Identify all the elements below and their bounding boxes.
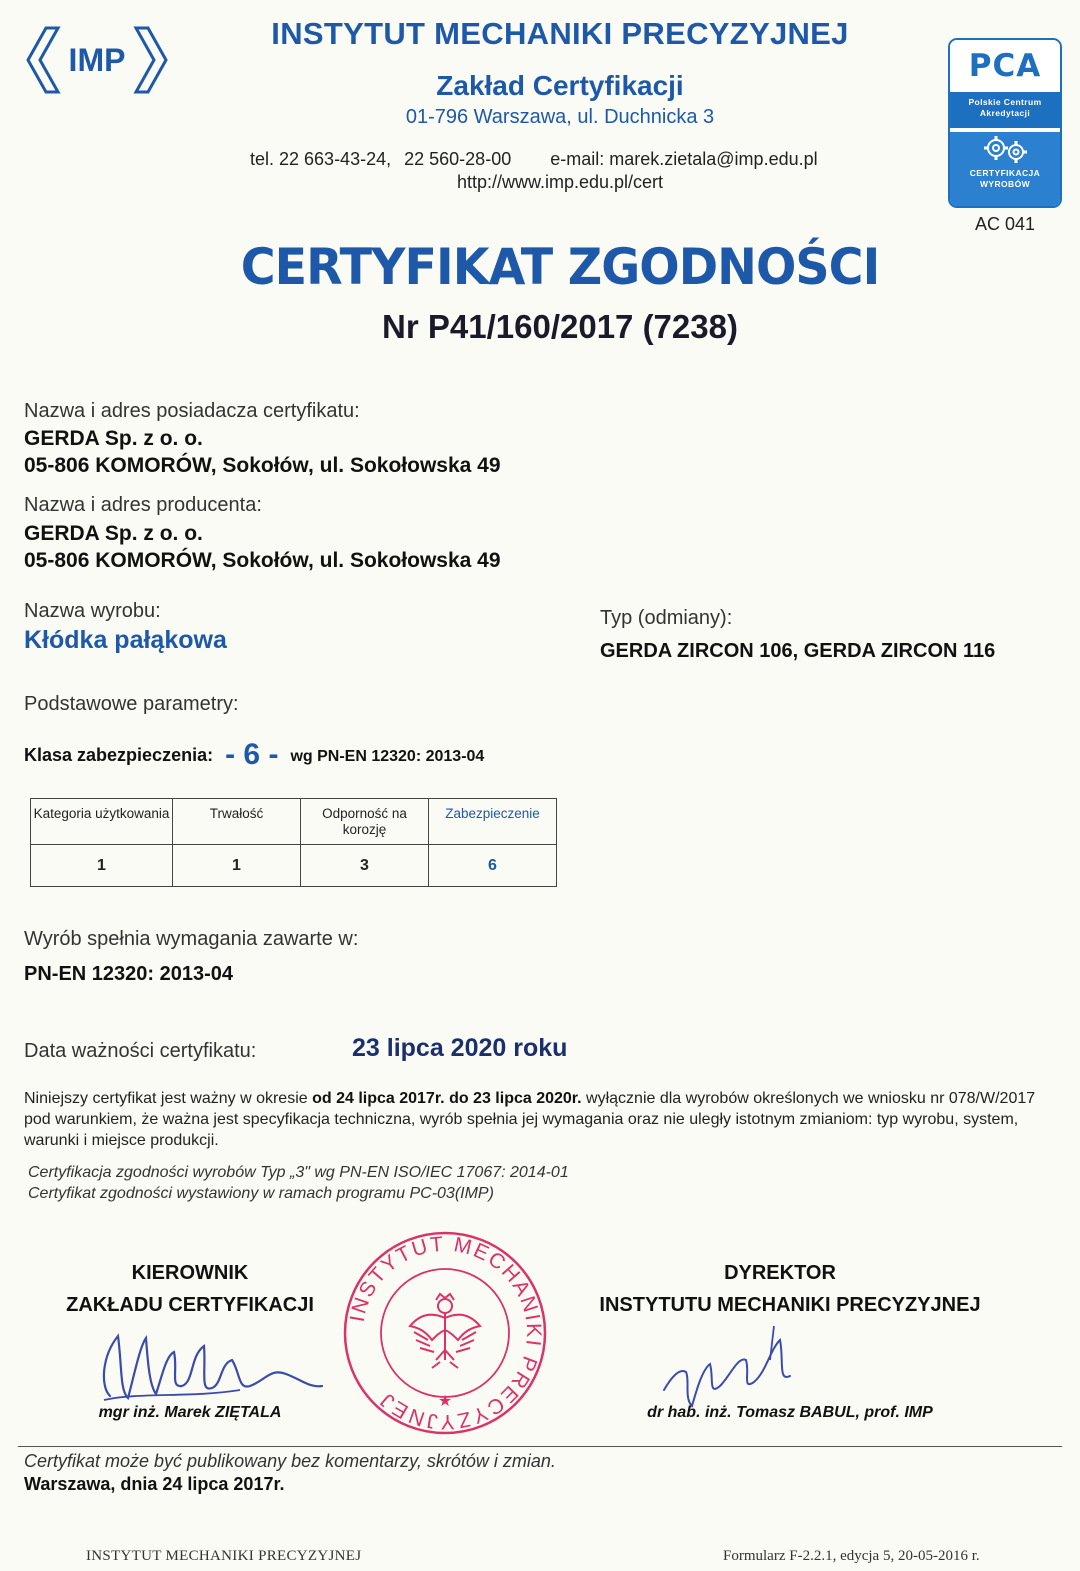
contact-line	[250, 149, 826, 170]
eagle-emblem-icon	[410, 1294, 480, 1368]
left-signatory-department: ZAKŁADU CERTYFIKACJI	[66, 1294, 314, 1316]
table-header-cell: Kategoria użytkowania	[31, 799, 173, 845]
svg-text:★: ★	[437, 1393, 453, 1410]
left-signatory-name: mgr inż. Marek ZIĘTALA	[98, 1404, 282, 1421]
divider	[18, 1446, 1062, 1447]
producer-name: GERDA Sp. z o. o.	[24, 522, 203, 545]
pca-line2: Akredytacji	[979, 108, 1031, 118]
footer-institute: INSTYTUT MECHANIKI PRECYZYJNEJ	[86, 1548, 362, 1564]
imp-logo	[22, 20, 172, 100]
phone-2: 22 560-28-00	[404, 149, 512, 169]
issue-place-date: Warszawa, dnia 24 lipca 2017r.	[24, 1474, 285, 1494]
parameters-label: Podstawowe parametry:	[24, 693, 239, 715]
pca-brand-area	[950, 40, 1060, 92]
table-row	[31, 845, 557, 887]
department-name: Zakład Certyfikacji	[436, 70, 684, 101]
holder-label: Nazwa i adres posiadacza certyfikatu:	[24, 400, 360, 422]
right-handwritten-signature	[650, 1320, 820, 1415]
table-cell: 6	[429, 845, 557, 887]
pca-org-name	[950, 92, 1060, 128]
pca-line4: WYROBÓW	[979, 179, 1030, 189]
table-cell: 1	[173, 845, 301, 887]
class-value: - 6 -	[225, 738, 279, 771]
certification-type-note: Certyfikacja zgodności wyrobów Typ „3" wg PN-EN ISO/IEC 17067: 2014-01	[28, 1164, 569, 1181]
institute-seal-stamp	[340, 1228, 550, 1438]
pca-brand: PCA	[968, 48, 1042, 84]
pca-line1: Polskie Centrum	[968, 97, 1042, 107]
validity-period: od 24 lipca 2017r. do 23 lipca 2020r.	[312, 1090, 582, 1107]
producer-label: Nazwa i adres producenta:	[24, 494, 262, 516]
validity-text-start: Niniejszy certyfikat jest ważny w okresie	[24, 1090, 313, 1107]
website-link[interactable]: http://www.imp.edu.pl/cert	[456, 172, 664, 192]
table-cell: 1	[31, 845, 173, 887]
footer-form-id: Formularz F-2.2.1, edycja 5, 20-05-2016 r.	[723, 1548, 980, 1564]
validity-text	[24, 1088, 1060, 1151]
certificate-title: CERTYFIKAT ZGODNOŚCI	[240, 238, 880, 296]
left-signatory-title: KIEROWNIK	[131, 1262, 249, 1284]
gears-icon	[978, 132, 1032, 166]
pca-scope	[950, 132, 1060, 208]
publish-note: Certyfikat może być publikowany bez komentarzy, skrótów i zmian.	[24, 1451, 556, 1471]
table-cell: 3	[301, 845, 429, 887]
requirements-standard: PN-EN 12320: 2013-04	[24, 963, 234, 985]
type-label: Typ (odmiany):	[600, 607, 733, 629]
right-signatory-title: DYREKTOR	[724, 1262, 836, 1284]
holder-name: GERDA Sp. z o. o.	[24, 427, 203, 450]
class-standard: wg PN-EN 12320: 2013-04	[290, 748, 485, 765]
producer-address: 05-806 KOMORÓW, Sokołów, ul. Sokołowska 49	[24, 549, 501, 572]
certificate-number: Nr P41/160/2017 (7238)	[382, 308, 738, 345]
accreditation-code: AC 041	[974, 214, 1036, 234]
validity-date: 23 lipca 2020 roku	[352, 1034, 568, 1062]
pca-line3: CERTYFIKACJA	[969, 168, 1041, 178]
program-note: Certyfikat zgodności wystawiony w ramach programu PC-03(IMP)	[28, 1185, 494, 1202]
holder-address: 05-806 KOMORÓW, Sokołów, ul. Sokołowska 49	[24, 454, 501, 477]
imp-logo-text: IMP	[68, 42, 126, 78]
class-label: Klasa zabezpieczenia:	[24, 745, 214, 765]
right-signatory-name: dr hab. inż. Tomasz BABUL, prof. IMP	[647, 1404, 933, 1421]
product-name: Kłódka pałąkowa	[24, 626, 227, 654]
validity-text-rest: wyłącznie dla wyrobów określonych we wniosku nr 078/W/2017 pod warunkiem, że ważna jest specyfikacja techniczna, wyrób spełnia jej wymagania oraz nie uległy istotnym zmianiom: typ wyrobu, system, warunki i miejsce produkcji.	[24, 1090, 1036, 1149]
pca-accreditation-badge	[948, 38, 1062, 208]
left-handwritten-signature	[70, 1316, 330, 1416]
validity-label: Data ważności certyfikatu:	[24, 1040, 257, 1062]
parameters-table	[30, 798, 557, 887]
email: e-mail: marek.zietala@imp.edu.pl	[550, 149, 818, 169]
table-header-cell: Odporność na korozję	[301, 799, 429, 845]
requirements-label: Wyrób spełnia wymagania zawarte w:	[24, 928, 359, 950]
institute-address: 01-796 Warszawa, ul. Duchnicka 3	[405, 106, 715, 128]
phone: tel. 22 663-43-24,	[250, 149, 392, 169]
institute-name: INSTYTUT MECHANIKI PRECYZYJNEJ	[271, 16, 849, 51]
security-class-row	[24, 738, 484, 772]
product-label: Nazwa wyrobu:	[24, 600, 161, 622]
table-header-row	[31, 799, 557, 845]
seal-text: INSTYTUT MECHANIKI PRECYZYJNEJ	[345, 1232, 546, 1434]
type-value: GERDA ZIRCON 106, GERDA ZIRCON 116	[600, 640, 996, 662]
table-header-cell: Zabezpieczenie	[429, 799, 557, 845]
right-signatory-institute: INSTYTUTU MECHANIKI PRECYZYJNEJ	[599, 1294, 981, 1316]
table-header-cell: Trwałość	[173, 799, 301, 845]
